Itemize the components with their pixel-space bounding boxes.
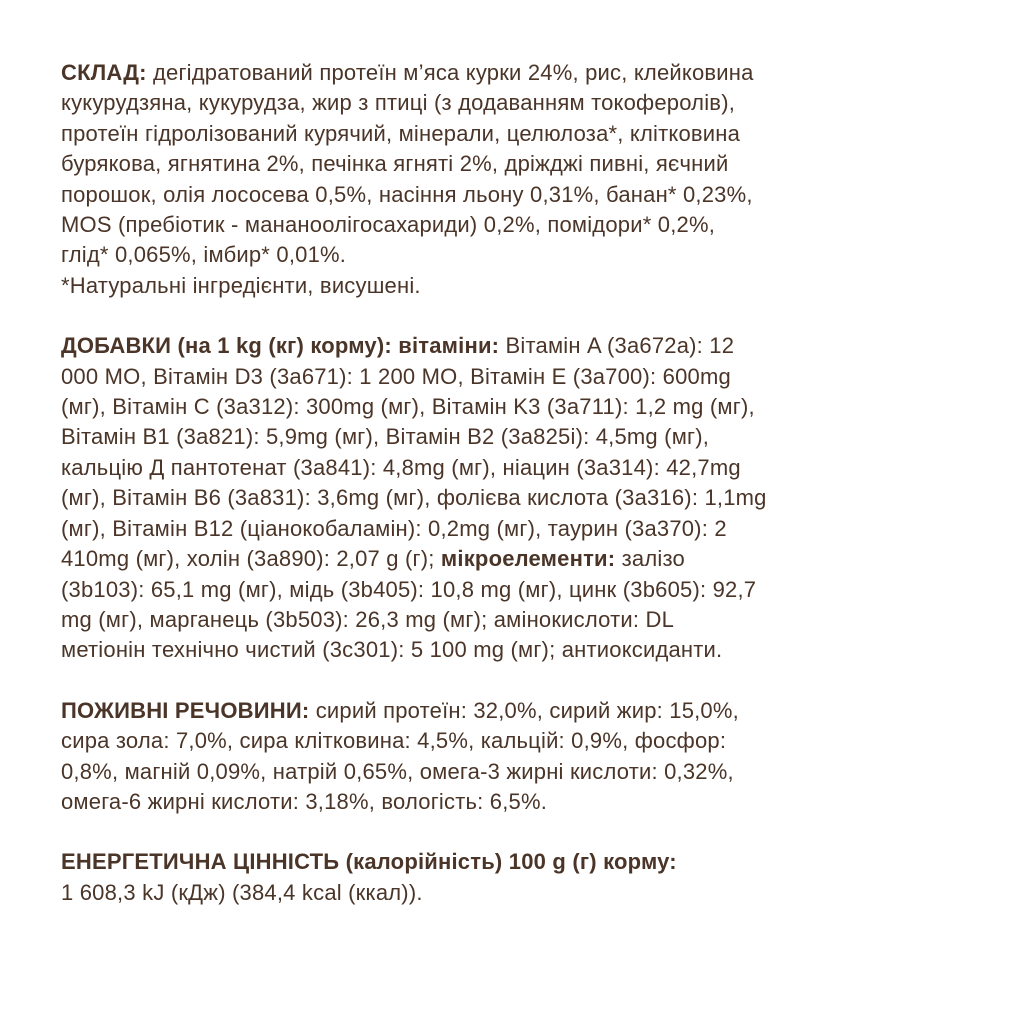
additives-line-8 [61,544,981,574]
nutrients-text: сирий протеїн: 32,0%, сирий жир: 15,0%, [309,697,739,723]
composition-text: дегідратований протеїн м’яса курки 24%, рис, клейковина [146,60,754,85]
vitamins-label: вітаміни: [391,333,500,359]
microelements-label: мікроелементи: [434,546,616,572]
additives-line-2: 000 MO, Вітамін D3 (3a671): 1 200 MO, Вітамін E (3a700): 600mg [61,363,731,389]
composition-line-2: кукурудзяна, кукурудза, жир з птиці (з додаванням токоферолів), [61,90,736,116]
composition-line-3: протеїн гідролізований курячий, мінерали, целюлоза*, клітковина [61,120,741,146]
additives-text: Вітамін A (3a672a): 12 [499,333,735,359]
additives-line-1 [61,331,981,361]
additives-section [61,331,981,665]
nutrients-line-3: 0,8%, магній 0,09%, натрій 0,65%, омега-3 жирні кислоти: 0,32%, [61,758,734,784]
composition-footnote: *Натуральні інгредієнти, висушені. [61,272,421,298]
composition-line-5: порошок, олія лососева 0,5%, насіння льону 0,31%, банан* 0,23%, [61,181,753,207]
energy-section [61,847,981,908]
nutrients-line-2: сира зола: 7,0%, сира клітковина: 4,5%, кальцій: 0,9%, фосфор: [61,728,727,754]
composition-line-6: MOS (пребіотик - мананоолігосахариди) 0,2%, помідори* 0,2%, [61,212,716,238]
nutrients-line-1 [61,696,981,726]
nutrients-heading: ПОЖИВНІ РЕЧОВИНИ: [61,697,310,723]
composition-line-7: глід* 0,065%, імбир* 0,01%. [61,242,347,268]
composition-heading: СКЛАД: [61,60,147,85]
additives-text: 410mg (мг), холін (3a890): 2,07 g (г); [61,546,435,572]
additives-line-5: кальцію Д пантотенат (3a841): 4,8mg (мг), ніацин (3a314): 42,7mg [61,454,741,480]
nutrients-line-4: омега-6 жирні кислоти: 3,18%, вологість: 6,5%. [61,788,548,814]
label-text-block [61,58,981,908]
additives-line-3: (мг), Вітамін C (3a312): 300mg (мг), Вітамін K3 (3a711): 1,2 mg (мг), [61,394,755,420]
composition-line-1 [61,58,981,88]
additives-heading: ДОБАВКИ (на 1 kg (кг) корму): [61,333,392,359]
energy-value: 1 608,3 kJ (кДж) (384,4 kcal (ккал)). [61,879,423,905]
nutrients-section [61,696,981,818]
additives-line-10: mg (мг), марганець (3b503): 26,3 mg (мг); амінокислоти: DL [61,606,675,632]
additives-line-6: (мг), Вітамін B6 (3a831): 3,6mg (мг), фолієва кислота (3a316): 1,1mg [61,485,767,511]
additives-text: залізо [615,546,685,572]
additives-line-7: (мг), Вітамін B12 (ціанокобаламін): 0,2mg (мг), таурин (3a370): 2 [61,515,727,541]
additives-line-4: Вітамін B1 (3a821): 5,9mg (мг), Вітамін B2 (3a825i): 4,5mg (мг), [61,424,710,450]
energy-heading: ЕНЕРГЕТИЧНА ЦІННІСТЬ (калорійність) 100 g (г) корму: [61,849,677,875]
additives-line-9: (3b103): 65,1 mg (мг), мідь (3b405): 10,8 mg (мг), цинк (3b605): 92,7 [61,576,757,602]
composition-section [61,58,981,301]
composition-line-4: бурякова, ягнятина 2%, печінка ягняті 2%, дріжджі пивні, яєчний [61,151,729,177]
additives-line-11: метіонін технічно чистий (3c301): 5 100 mg (мг); антиоксиданти. [61,637,723,663]
